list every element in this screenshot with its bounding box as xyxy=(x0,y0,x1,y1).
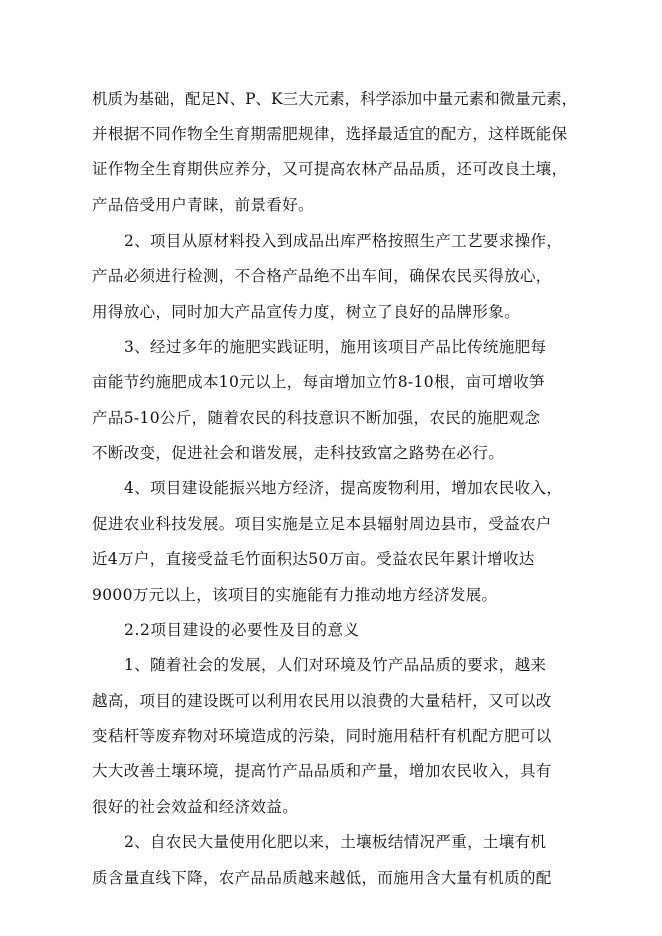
paragraph-line: 越高，项目的建设既可以利用农民用以浪费的大量秸杆，又可以改 xyxy=(92,692,552,710)
paragraph-line: 亩能节约施肥成本10元以上，每亩增加立竹8-10根，亩可增收笋 xyxy=(92,373,545,391)
paragraph-line: 变秸杆等废弃物对环境造成的污染，同时施用秸杆有机配方肥可以 xyxy=(92,727,552,745)
paragraph-line: 大大改善土壤环境，提高竹产品品质和产量，增加农民收入，具有 xyxy=(92,762,552,780)
paragraph-line: 证作物全生育期供应养分，又可提高农林产品品质，还可改良土壤， xyxy=(92,160,568,178)
paragraph-line: 并根据不同作物全生育期需肥规律，选择最适宜的配方，这样既能保 xyxy=(92,125,568,143)
paragraph-line: 不断改变，促进社会和谐发展，走科技致富之路势在必行。 xyxy=(92,444,505,462)
paragraph-line: 很好的社会效益和经济效益。 xyxy=(92,798,299,816)
paragraph-line: 近4万户，直接受益毛竹面积达50万亩。受益农民年累计增收达 xyxy=(92,550,535,568)
paragraph-line: 产品倍受用户青睐，前景看好。 xyxy=(92,196,314,214)
paragraph-line: 产品5-10公斤，随着农民的科技意识不断加强，农民的施肥观念 xyxy=(92,409,541,427)
paragraph-line: 用得放心，同时加大产品宣传力度，树立了良好的品牌形象。 xyxy=(92,303,520,321)
paragraph-line: 促进农业科技发展。项目实施是立足本县辐射周边县市，受益农户 xyxy=(92,515,552,533)
paragraph-line: 4、项目建设能振兴地方经济，提高废物利用，增加农民收入， xyxy=(124,479,563,497)
paragraph-line: 1、随着社会的发展，人们对环境及竹产品品质的要求，越来 xyxy=(124,656,547,674)
paragraph-line: 产品必须进行检测，不合格产品绝不出车间，确保农民买得放心， xyxy=(92,267,552,285)
section-heading: 2.2项目建设的必要性及目的意义 xyxy=(124,621,360,639)
paragraph-line: 质含量直线下降，农产品品质越来越低，而施用含大量有机质的配 xyxy=(92,869,552,887)
paragraph-line: 9000万元以上，该项目的实施能有力推动地方经济发展。 xyxy=(92,586,498,604)
paragraph-line: 2、项目从原材料投入到成品出库严格按照生产工艺要求操作， xyxy=(124,232,563,250)
paragraph-line: 2、自农民大量使用化肥以来，土壤板结情况严重，土壤有机 xyxy=(124,833,547,851)
paragraph-line: 3、经过多年的施肥实践证明，施用该项目产品比传统施肥每 xyxy=(124,338,547,356)
paragraph-line: 机质为基础，配足N、P、K三大元素，科学添加中量元素和微量元素， xyxy=(92,90,578,108)
